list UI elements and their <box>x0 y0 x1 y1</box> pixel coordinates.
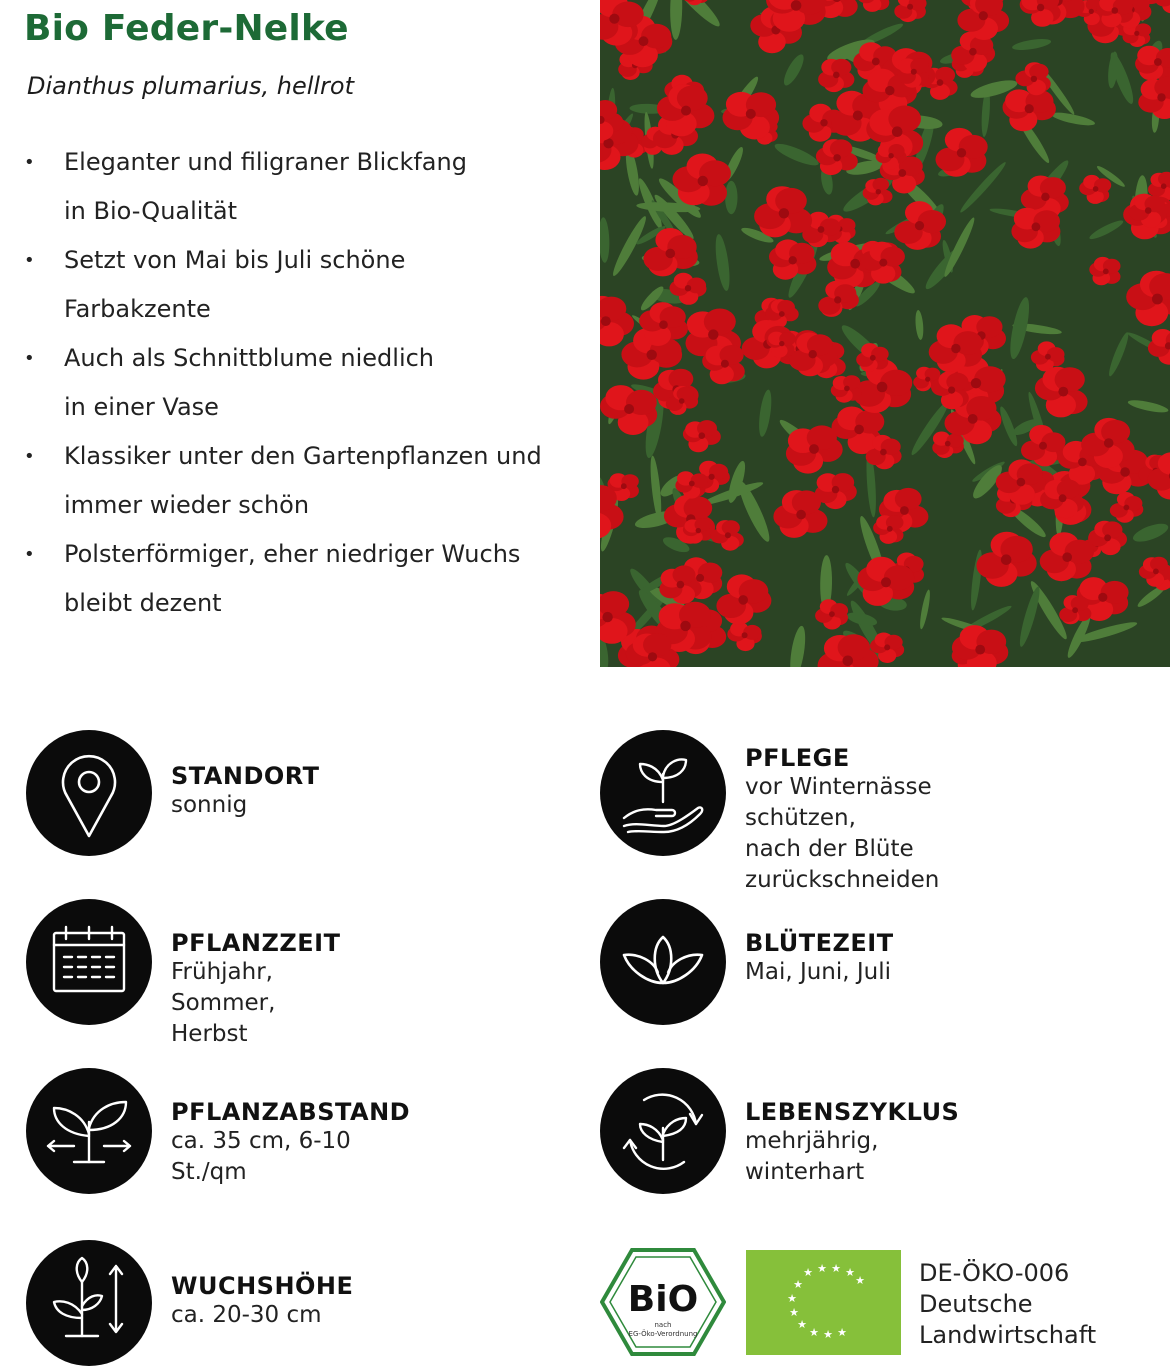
svg-text:BiO: BiO <box>628 1279 698 1320</box>
svg-text:★: ★ <box>803 1266 813 1279</box>
red-carnation-flowers-image <box>600 0 1170 667</box>
certification-code: DE-ÖKO-006 <box>919 1258 1096 1289</box>
product-title: Bio Feder-Nelke <box>24 8 349 49</box>
svg-text:EG-Öko-Verordnung: EG-Öko-Verordnung <box>629 1329 698 1338</box>
svg-text:★: ★ <box>837 1326 847 1339</box>
svg-text:★: ★ <box>817 1262 827 1275</box>
calendar-icon <box>26 899 152 1025</box>
pflanzzeit-value: Frühjahr, Sommer, Herbst <box>171 957 340 1050</box>
pflanzabstand-value: ca. 35 cm, 6-10 St./qm <box>171 1126 410 1188</box>
plant-height-icon <box>26 1240 152 1366</box>
pflege-value: vor Winternässe schützen, nach der Blüte zurückschneiden <box>745 772 939 896</box>
pflanzzeit-heading: PFLANZZEIT <box>171 929 340 957</box>
svg-text:★: ★ <box>789 1306 799 1319</box>
standort-value: sonnig <box>171 790 320 821</box>
plant-in-hand-icon <box>600 730 726 856</box>
lebenszyklus-heading: LEBENSZYKLUS <box>745 1098 959 1126</box>
svg-text:★: ★ <box>855 1274 865 1287</box>
certification-line3: Landwirtschaft <box>919 1320 1096 1351</box>
lotus-flower-icon <box>600 899 726 1025</box>
svg-text:★: ★ <box>809 1326 819 1339</box>
plant-spacing-icon <box>26 1068 152 1194</box>
svg-text:★: ★ <box>823 1328 833 1341</box>
svg-text:nach: nach <box>654 1321 671 1329</box>
svg-text:★: ★ <box>797 1318 807 1331</box>
eu-organic-leaf-logo <box>746 1250 901 1355</box>
certification-text <box>919 1258 1096 1351</box>
bullet-item: • Polsterförmiger, eher niedriger Wuchs bleibt dezent <box>24 530 584 628</box>
pflanzabstand-heading: PFLANZABSTAND <box>171 1098 410 1126</box>
pflege-heading: PFLEGE <box>745 744 939 772</box>
product-photo <box>600 0 1170 667</box>
standort-heading: STANDORT <box>171 762 320 790</box>
svg-text:★: ★ <box>787 1292 797 1305</box>
lebenszyklus-value: mehrjährig, winterhart <box>745 1126 959 1188</box>
recycle-plant-icon <box>600 1068 726 1194</box>
feature-bullet-list <box>24 138 584 628</box>
location-pin-icon <box>26 730 152 856</box>
svg-text:★: ★ <box>793 1278 803 1291</box>
wuchshoehe-value: ca. 20-30 cm <box>171 1300 353 1331</box>
wuchshoehe-heading: WUCHSHÖHE <box>171 1272 353 1300</box>
bio-seal-logo <box>600 1247 726 1361</box>
bullet-item: • Klassiker unter den Gartenpflanzen und immer wieder schön <box>24 432 584 530</box>
bluetezeit-heading: BLÜTEZEIT <box>745 929 894 957</box>
bluetezeit-value: Mai, Juni, Juli <box>745 957 894 988</box>
certification-line2: Deutsche <box>919 1289 1096 1320</box>
bullet-item: • Eleganter und filigraner Blickfang in Bio-Qualität <box>24 138 584 236</box>
product-subtitle: Dianthus plumarius, hellrot <box>27 72 354 100</box>
bullet-item: • Setzt von Mai bis Juli schöne Farbakzente <box>24 236 584 334</box>
svg-text:★: ★ <box>831 1262 841 1275</box>
bullet-item: • Auch als Schnittblume niedlich in einer Vase <box>24 334 584 432</box>
svg-text:★: ★ <box>845 1266 855 1279</box>
